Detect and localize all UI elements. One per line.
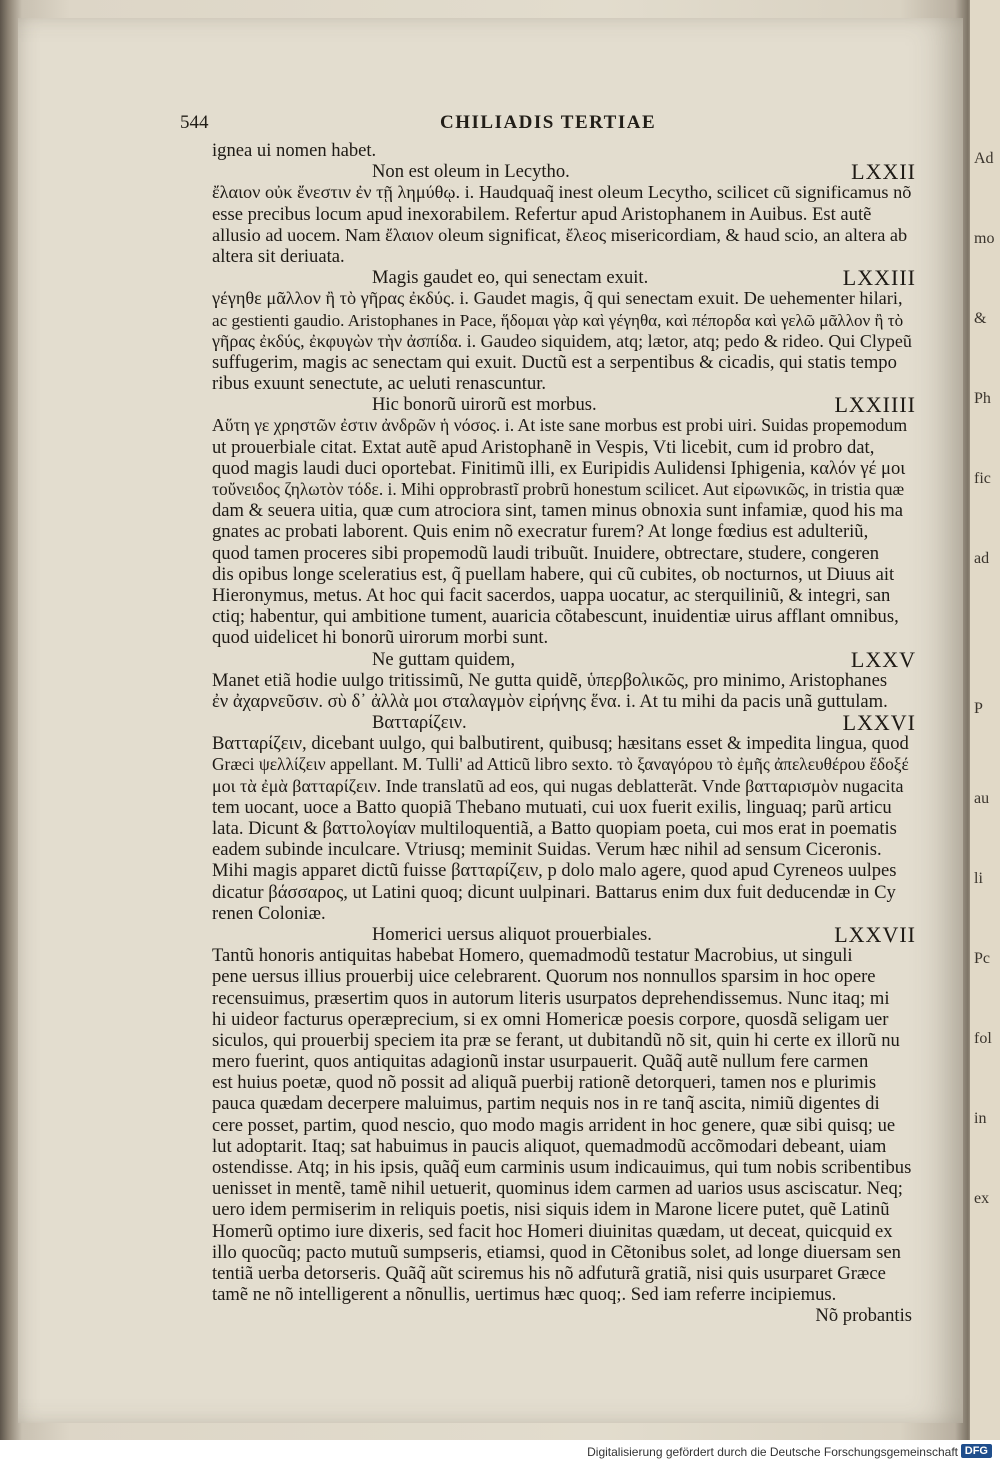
text-line: τοὔνειδος ζηλωτὸν τόδε. i. Mihi opprobrastĩ probrũ honestum scilicet. Aut εἰρωνικῶς, in tristia quæ <box>212 479 905 499</box>
adage-number: LXXVII <box>834 921 916 947</box>
section-title: Hic bonorũ uirorũ est morbus. <box>372 394 597 416</box>
text-line: quod magis laudi duci oportebat. Finitimũ illi, ex Euripidis Aulidensi Iphigenia, καλόν γέ μοι <box>212 457 906 479</box>
footer-credit: Digitalisierung gefördert durch die Deutsche Forschungsgemeinschaft <box>587 1445 958 1459</box>
text-line: gnates ac probati laborent. Quis enim nõ execratur furem? At longe fœdius est adulteriũ, <box>212 521 869 543</box>
text-line: lata. Dicunt & βαττολογίαν multiloquentiã, a Batto quopiam poeta, cui mos erat in poematis <box>212 818 897 839</box>
text-line: Homerũ optimo iure dixeris, sed facit hoc Homeri diuinitas quædam, ut deceat, quicquid ex <box>212 1220 893 1242</box>
adage-number: LXXIIII <box>834 392 916 418</box>
page-body <box>212 140 916 1327</box>
text-line: mero fuerint, quos antiquitas adagionũ instar usurpauerit. Quãq̃ autẽ nullum fere carmen <box>212 1051 869 1073</box>
section-heading <box>212 921 916 947</box>
section-heading <box>212 646 916 672</box>
text-line: Hieronymus, metus. At hoc qui facit sacerdos, uappa uocatur, ac sterquiliniũ, & integri, san <box>212 584 891 606</box>
section-heading <box>212 392 916 418</box>
text-line: est huius poetæ, quod nõ possit ad aliquã puerbij rationẽ detorqueri, tamen nos e plurimis <box>212 1072 877 1094</box>
adage-number: LXXII <box>851 159 916 185</box>
text-line: ἔλαιον οὐκ ἔνεστιν ἐν τῇ λημύθῳ. i. Haudquaq̃ inest oleum Lecytho, scilicet cũ significamus nõ <box>212 182 912 203</box>
text-line: ac gestienti gaudio. Aristophanes in Pace, ἥδομαι γὰρ καὶ γέγηθα, καὶ πέπορδα καὶ γελῶ μᾶλλον ἢ τὸ <box>212 310 904 330</box>
text-line: quod uidelicet hi bonorũ uirorum morbi sunt. <box>212 627 549 649</box>
text-line: pauca quædam decerpere maluimus, partim nequis nos in re tanq̃ ascita, nimiũ digentes di <box>212 1093 880 1115</box>
running-head: CHILIADIS TERTIAE <box>440 112 657 133</box>
text-line: ribus exuunt senectute, ac ueluti renascuntur. <box>212 373 547 395</box>
text-line: Βατταρίζειν, dicebant uulgo, qui balbutirent, quibusq; hæsitans esset & impedita lingua, quod <box>212 733 909 755</box>
section-heading <box>212 159 916 185</box>
text-line: Græci ψελλίζειν appellant. M. Tulli' ad Atticũ libro sexto. τὸ ξαναγόρου τὸ ἐμῆς ἀπελευθέρου ἔδοξέ <box>212 754 909 775</box>
text-line: cere posset, partim, quod nescio, quo modo magis arrident in hoc genere, quæ sibi quisq; ue <box>212 1114 896 1136</box>
text-line: Αὕτη γε χρηστῶν ἐστιν ἀνδρῶν ἡ νόσος. i. At iste sane morbus est probi uiri. Suidas propemodum <box>212 415 908 436</box>
right-page-edge: Ad mo & Ph fic ad P au li Pc fol in ex <box>970 0 1000 1440</box>
text-line: allusio ad uocem. Nam ἔλαιον oleum significat, ἔλεος misericordiam, & haud scio, an altera ab <box>212 224 908 245</box>
section-title: Ne guttam quidem, <box>372 648 516 670</box>
text-line: eadem subinde inculcare. Vtriusq; meminit Suidas. Verum hæc nihil ad sensum Ciceronis. <box>212 839 882 861</box>
text-line: ἐν ἀχαρνεῦσιν. σὺ δ᾽ ἀλλὰ μοι σταλαγμὸν εἰρήνης ἕνα. i. At tu mihi da pacis unã guttulam. <box>212 690 888 712</box>
text-line: ignea ui nomen habet. <box>212 140 377 161</box>
text-line: lut adoptarit. Itaq; sat habuimus in paucis aliquot, quemadmodũ accõmodari debeant, uiam <box>212 1135 887 1157</box>
text-line: dis opibus longe sceleratius est, q̃ puellam habere, qui cũ cubites, ob nocturnos, ut Diuus ait <box>212 563 895 585</box>
section-heading <box>212 265 916 291</box>
text-line: ctiq; habentur, qui ambitione tument, auaricia cõtabescunt, inuidentiæ uirus afflant omnibus, <box>212 606 899 628</box>
text-line: dam & seuera uitia, quæ cum atrociora sint, tamen minus obnoxia sunt infamiæ, quod his ma <box>212 500 903 522</box>
text-line: quod tamen proceres sibi propemodũ laudi tribuũt. Inuidere, obtrectare, studere, congeren <box>212 542 880 564</box>
section-title: Βατταρίζειν. <box>372 712 467 734</box>
section-title: Magis gaudet eo, qui senectam exuit. <box>372 267 649 289</box>
text-line: pene uersus illius prouerbij uice celebrarent. Quorum nos nonnullos sparsim in hoc opere <box>212 966 876 988</box>
text-line: suffugerim, magis ac senectam qui exuit. Ductũ est a serpentibus & cicadis, qui statis tempo <box>212 351 897 373</box>
section-title: Non est oleum in Lecytho. <box>372 161 570 183</box>
text-line: dicatur βάσσαρος, ut Latini quoq; dicunt uulpinari. Battarus enim dux fuit deducendæ in Cy <box>212 881 896 903</box>
text-line: altera sit deriuata. <box>212 245 345 267</box>
text-line: ostendisse. Atq; in his ipsis, quãq̃ eum carminis usum indicauimus, qui tum nobis scribentibus <box>212 1157 912 1178</box>
text-line: Manet etiã hodie uulgo tritissimũ, Ne gutta quidẽ, ὑπερβολικῶς, pro minimo, Aristophanes <box>212 669 888 691</box>
text-line: γῆρας ἐκδύς, ἐκφυγὼν τὴν ἀσπίδα. i. Gaudeo siquidem, atq; lætor, atq; pedo & rideo. Qui Clypeũ <box>212 330 912 351</box>
text-line: μοι τὰ ἐμὰ βατταρίζειν. Inde translatũ ad eos, qui nugas deblatterãt. Vnde βατταρισμὸν nugacita <box>212 775 904 796</box>
text-line: tamẽ ne nõ intelligerent a nõnullis, uertimus hæc quoq;. Sed iam referre incipiemus. <box>212 1284 837 1306</box>
page-number: 544 <box>180 112 209 133</box>
adage-number: LXXV <box>850 646 916 672</box>
text-line: γέγηθε μᾶλλον ἢ τὸ γῆρας ἐκδύς. i. Gaudet magis, q̃ qui senectam exuit. De uehementer hilari, <box>212 288 903 309</box>
adage-number: LXXIII <box>842 265 916 291</box>
text-line: siculos, qui prouerbij speciem ita præ se ferant, ut dubitandũ nõ sit, quin hi certe ex illorũ nu <box>212 1029 900 1051</box>
text-line: Mihi magis apparet dictũ fuisse βατταρίζειν, p dolo malo agere, quod apud Cyreneos uulpes <box>212 860 897 882</box>
text-line: esse precibus locum apud inexorabilem. Refertur apud Aristophanem in Auibus. Est autẽ <box>212 203 872 225</box>
catchword: Nõ probantis <box>815 1305 912 1327</box>
section-title: Homerici uersus aliquot prouerbiales. <box>372 923 652 945</box>
text-line: hi uideor facturus operæprecium, si ex omni Homericæ poesis corpore, quosdã seligam uer <box>212 1008 889 1030</box>
adage-number: LXXVI <box>842 710 916 736</box>
text-line: tentiã uerba detorseris. Quãq̃ aũt sciremus his nõ adfuturã gratiã, nisi quis usurparet Græce <box>212 1262 886 1284</box>
text-line: illo quocũq; pacto mutuũ sumpseris, etiamsi, quod in Cẽtonibus solet, ad longe diuersam sen <box>212 1241 901 1263</box>
text-line: tem uocant, uoce a Batto quopiã Thebano mutuati, cui uox fuerit exilis, linguaq; parũ articu <box>212 796 892 818</box>
text-line: ut prouerbiale citat. Extat autẽ apud Aristophanẽ in Vespis, Vti licebit, cum id probro dat, <box>212 436 875 458</box>
page-header <box>180 112 910 136</box>
text-line: Tantũ honoris antiquitas habebat Homero, quemadmodũ testatur Macrobius, ut singuli <box>212 945 853 967</box>
text-line: uenisset in mentẽ, tamẽ nihil uetuerit, quominus idem carmen ad uarios usus asciscatur. Neq; <box>212 1178 903 1200</box>
digitization-footer <box>0 1440 1000 1464</box>
text-line: renen Coloniæ. <box>212 902 326 924</box>
dfg-logo: DFG <box>961 1444 992 1458</box>
text-line: uero idem permiserim in reliquis poetis, nisi siquis idem in Marone licere putet, quẽ Latinũ <box>212 1199 890 1221</box>
text-line: recensuimus, præsertim quos in autorum literis usurpatos deprehendissemus. Nunc itaq; mi <box>212 987 890 1009</box>
section-heading <box>212 710 916 736</box>
